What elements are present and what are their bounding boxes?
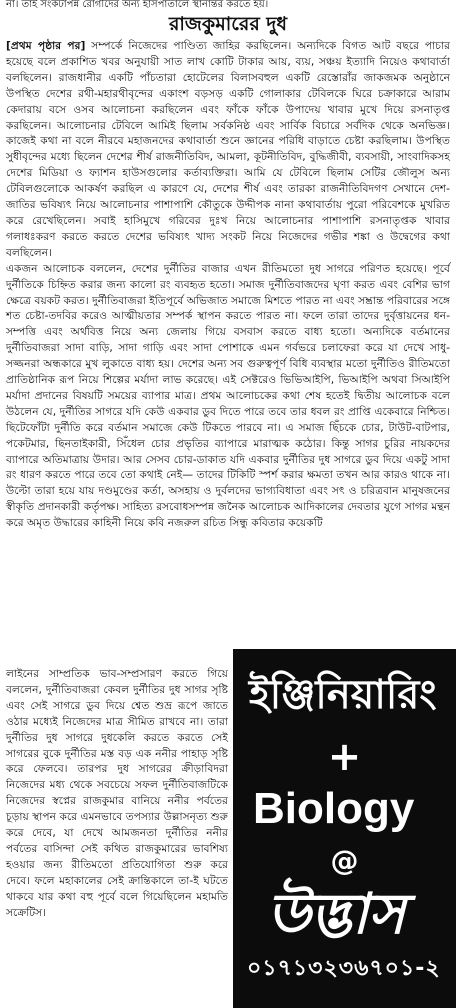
continued-from-label: [প্রথম পৃষ্ঠার পর] [6,39,86,52]
article-body [6,38,450,531]
ad-brand-logo: উদ্ভাস [267,882,406,947]
column-text: লাইনের সাম্প্রতিক ভাব-সম্প্রসারণ করতে গিয়ে বললেন, দুর্নীতিবাজরা কেবল দুর্নীতির দুধ সাগর সৃষ্টি এবং সেই সাগরে ডুব দিয়ে শ্বেত শুভ্র রূপে জাতে ওঠার মধ্যেই নিজেদের মাত্র সীমিত রাখবে না। তারা দুর্নীতির দুধ সাগরে দুধকেলি করতে করতে সেই সাগরের বুকে দুর্নীতির মস্ত বড় এক ননীর পাহাড় সৃষ্টি করে ফেলবে। তারপর দুধ সাগরের ক্রীড়াবিদরা নিজেদের মধ্য থেকে সবচেয়ে সফল দুর্নীতিবাজটিকে নিজেদের স্বপ্নের রাজকুমার বানিয়ে ননীর পর্বতের চূড়ায় স্থাপন করে এমনভাবে তপস্যার উল্লাসনৃত্য শুরু করে দেবে, যা দেখে আমজনতা দুর্নীতির ননীর পর্বতের বাসিন্দা সেই কথিত রাজকুমারের ভাবশিষ্য হওয়ার জন্য রীতিমতো প্রতিযোগিতা শুরু করে দেবে। ফলে মহাকালের সেই ক্রান্তিকালে তা-ই ঘটতে থাকবে যার কথা বহু পূর্বে বলে গিয়েছিলেন মহামতি সক্রেটিস। [6,667,228,919]
advertisement-box [233,649,456,1008]
previous-article-tail: না। তাই সংকটাপন্ন রোগীদের অন্য হাসপাতালে স্থানান্তর করতে হয়। [6,0,269,10]
article-paragraph-2: একজন আলোচক বললেন, দেশের দুর্নীতির বাজার এখন রীতিমতো দুধ সাগরে পরিণত হয়েছে। পূর্বে দুর্নীতিকে চিহ্নিত করার জন্য কালো রং ব্যবহৃত হতো। সমাজ দুর্নীতিবাজদের ঘৃণা করত এবং বেশির ভাগ ক্ষেত্রে বয়কট করত। দুর্নীতিবাজরা ইতিপূর্বে অভিজাত সমাজে মিশতে পারত না এবং সম্ভ্রান্ত পরিবারের সঙ্গে শত চেষ্টা-তদবির করেও আত্মীয়তার সম্পর্ক স্থাপন করতে পারত না। ফলে তারা তাদের দুর্বৃত্তায়নের ধন-সম্পত্তি এবং অর্থবিত্ত নিয়ে অন্য জেলায় গিয়ে বসবাস করতে বাধ্য হতো। অন্যদিকে বর্তমানের দুর্নীতিবাজরা সাদা বাড়ি, সাদা গাড়ি এবং সাদা পোশাকে এমন গর্বভরে চলাফেরা করে যা দেখে সাধু-সজ্জনরা অন্ধকারে মুখ লুকাতে বাধ্য হয়। দেশের অন্য সব গুরুত্বপূর্ণ বিধি ব্যবস্থার মতো দুর্নীতিও রীতিমতো প্রাতিষ্ঠানিক রূপ নিয়ে শিল্পের মর্যাদা লাভ করেছে। এই সেক্টরেও ভিভিআইপি, ভিআইপি অথবা সিআইপি মর্যাদা প্রদানের বিষয়টি সময়ের ব্যাপার মাত্র। প্রথম আলোচকের কথা শেষ হতেই দ্বিতীয় আলোচক বলে উঠলেন যে, দুর্নীতির সাগরে যদি কেউ একবার ডুব দিতে পারে তবে তার ধবল রং প্রাপ্তি একেবারে নিশ্চিত। ছিটেফোঁটা দুর্নীতি করে বর্তমান সমাজে কেউ টিকতে পারবে না। এ সমাজ ছিঁচকে চোর, টাউট-বাটপার, পকেটমার, ছিনতাইকারী, সিঁধেল চোর প্রভৃতির ব্যাপারে মারাত্মক কঠোর। কিন্তু সাগর চুরির নায়কদের ব্যাপারে অতিমাত্রায় উদার। আর সেসব চোর-ডাকাত যদি একবার দুর্নীতির দুধ সাগরে ডুব দিয়ে একটু সাদা রং ধারণ করতে পারে তবে তো কথাই নেই— তাদের টিকিটি স্পর্শ করার ক্ষমতা তখন আর কারও থাকে না। উল্টো তারা হয়ে যায় দণ্ডমুণ্ডের কর্তা, অসহায় ও দুর্বলদের ভাগ্যবিধাতা এবং সৎ ও চরিত্রবান মানুষজনের স্বীকৃতি প্রদানকারী কর্তৃপক্ষ। সাহিত্য রসবোধসম্পন্ন জনৈক আলোচক আদিকালের দেবতার যুগে সাগর মন্থন করে অমৃত উদ্ধারের কাহিনী নিয়ে কবি নজরুল রচিত সিন্ধু কবিতার কয়েকটি [6,261,450,530]
article-paragraph-1 [6,38,450,261]
ad-biology-text: Biology [253,784,415,833]
ad-engineering-text: ইঞ্জিনিয়ারিং [249,672,437,718]
article-headline: রাজকুমারের দুধ [168,13,288,35]
paragraph-1-text: সম্পর্কে নিজেদের পাণ্ডিত্য জাহির করছিলেন। অন্যদিকে বিগত আট বছরে পাচার হয়েছে বলে প্রকাশিত খবর অনুযায়ী সাত লাখ কোটি টাকার আয়, ব্যয়, সঞ্চয় ইত্যাদি নিয়েও কথাবার্তা বলছিলেন। রাজধানীর একটি পাঁচতারা হোটেলের বিলাসবহুল একটি রেস্তোরাঁর জাকজমক অনুষ্ঠানে উপস্থিত দেশের রথী-মহারথীবৃন্দের একাংশ বড়সড় একটি গোলাকার টেবিলকে ঘিরে চক্রাকারে আরাম কেদারায় বসে ওসব আলোচনা করছিলেন এবং ফাঁকে ফাঁকে উপাদেয় খাবার মুখে দিয়ে রসনাতৃপ্ত করছিলেন। আলোচনার টেবিলে আমিই ছিলাম সর্বকনিষ্ঠ এবং সার্বিক বিচারে সর্বদিক থেকে অনভিজ্ঞ। কাজেই কথা না বলে নীরবে মহাজনদের কথাবার্তা শুনে জ্ঞানের পরিধি বাড়াতে চেষ্টা করছিলাম। উপস্থিত সুধীবৃন্দের মধ্যে ছিলেন দেশের শীর্ষ রাজনীতিবিদ, আমলা, কূটনীতিবিদ, বুদ্ধিজীবী, ব্যবসায়ী, সাংবাদিকসহ দেশের মিডিয়া ও ফ্যাশন হাউসগুলোর কর্তাব্যক্তিরা। আমি যে টেবিলে ছিলাম সেটির জৌলুস অন্য টেবিলগুলোকে আকর্ষণ করছিল এ কারণে যে, দেশের শীর্ষ এবং তারকা রাজনীতিবিদগণ সেখানে দেশ-জাতির ভবিষ্যৎ নিয়ে আলোচনার পাশাপাশি কৌতুকে উদ্দীপক নানা কথাবার্তায় পুরো পরিবেশকে মুখরিত করে রেখেছিলেন। সবাই হাসিমুখে গরিবের দুঃখ নিয়ে আলোচনার পাশাপাশি রসনাতৃপ্তক খাবার গলাধঃকরণ করতে করতে দেশের ভবিষ্যৎ খাদ্য সংকট নিয়ে নিজেদের গভীর শঙ্কা ও উদ্বেগের কথা বলছিলেন। [6,39,450,259]
ad-at-sign: @ [330,844,359,877]
ad-plus-sign: + [327,734,362,780]
ad-phone-number: ০১৭১৩২৩৬৭০১-২ [247,956,441,981]
article-column-continuation [6,666,228,921]
